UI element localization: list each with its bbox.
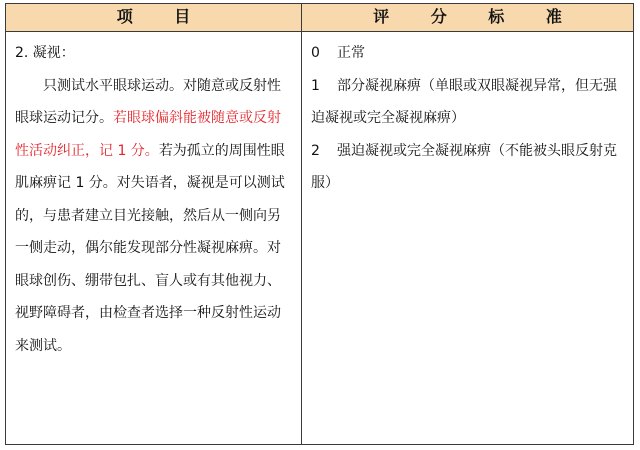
header-item: 项 目 xyxy=(6,4,302,32)
criteria-cell xyxy=(302,32,634,445)
description-highlight: 若眼球偏斜能被随意或反射性活动纠正，记 1 分。 xyxy=(15,110,281,159)
description-part-2: 若为孤立的周围性眼肌麻痹记 1 分。对失语者，凝视是可以测试的，与患者建立目光接触，然后从一侧向另一侧走动，偶尔能发现部分性凝视麻痹。对眼球创伤、绷带包扎、盲人或有其他视力、视野障碍者，由检查者选择一种反射性运动来测试。 xyxy=(15,142,285,354)
description-part-1: 只测试水平眼球运动。对随意或反射性眼球运动记分。 xyxy=(15,77,281,126)
score-1-text: 部分凝视麻痹（单眼或双眼凝视异常，但无强迫凝视或完全凝视麻痹） xyxy=(311,77,617,126)
content-row xyxy=(6,32,634,445)
score-1-number: 1 xyxy=(311,77,320,94)
score-2-text: 强迫凝视或完全凝视麻痹（不能被头眼反射克服） xyxy=(311,142,617,191)
item-heading: 2. 凝视： xyxy=(15,45,75,61)
scoring-table xyxy=(5,3,634,445)
score-2 xyxy=(311,135,625,200)
item-description xyxy=(15,70,293,363)
header-criteria: 评 分 标 准 xyxy=(302,4,634,32)
header-row xyxy=(6,4,634,32)
score-0 xyxy=(311,37,625,70)
score-1 xyxy=(311,70,625,135)
score-0-number: 0 xyxy=(311,45,320,61)
score-2-number: 2 xyxy=(311,142,320,159)
item-cell xyxy=(6,32,302,445)
score-0-text: 正常 xyxy=(337,45,365,61)
